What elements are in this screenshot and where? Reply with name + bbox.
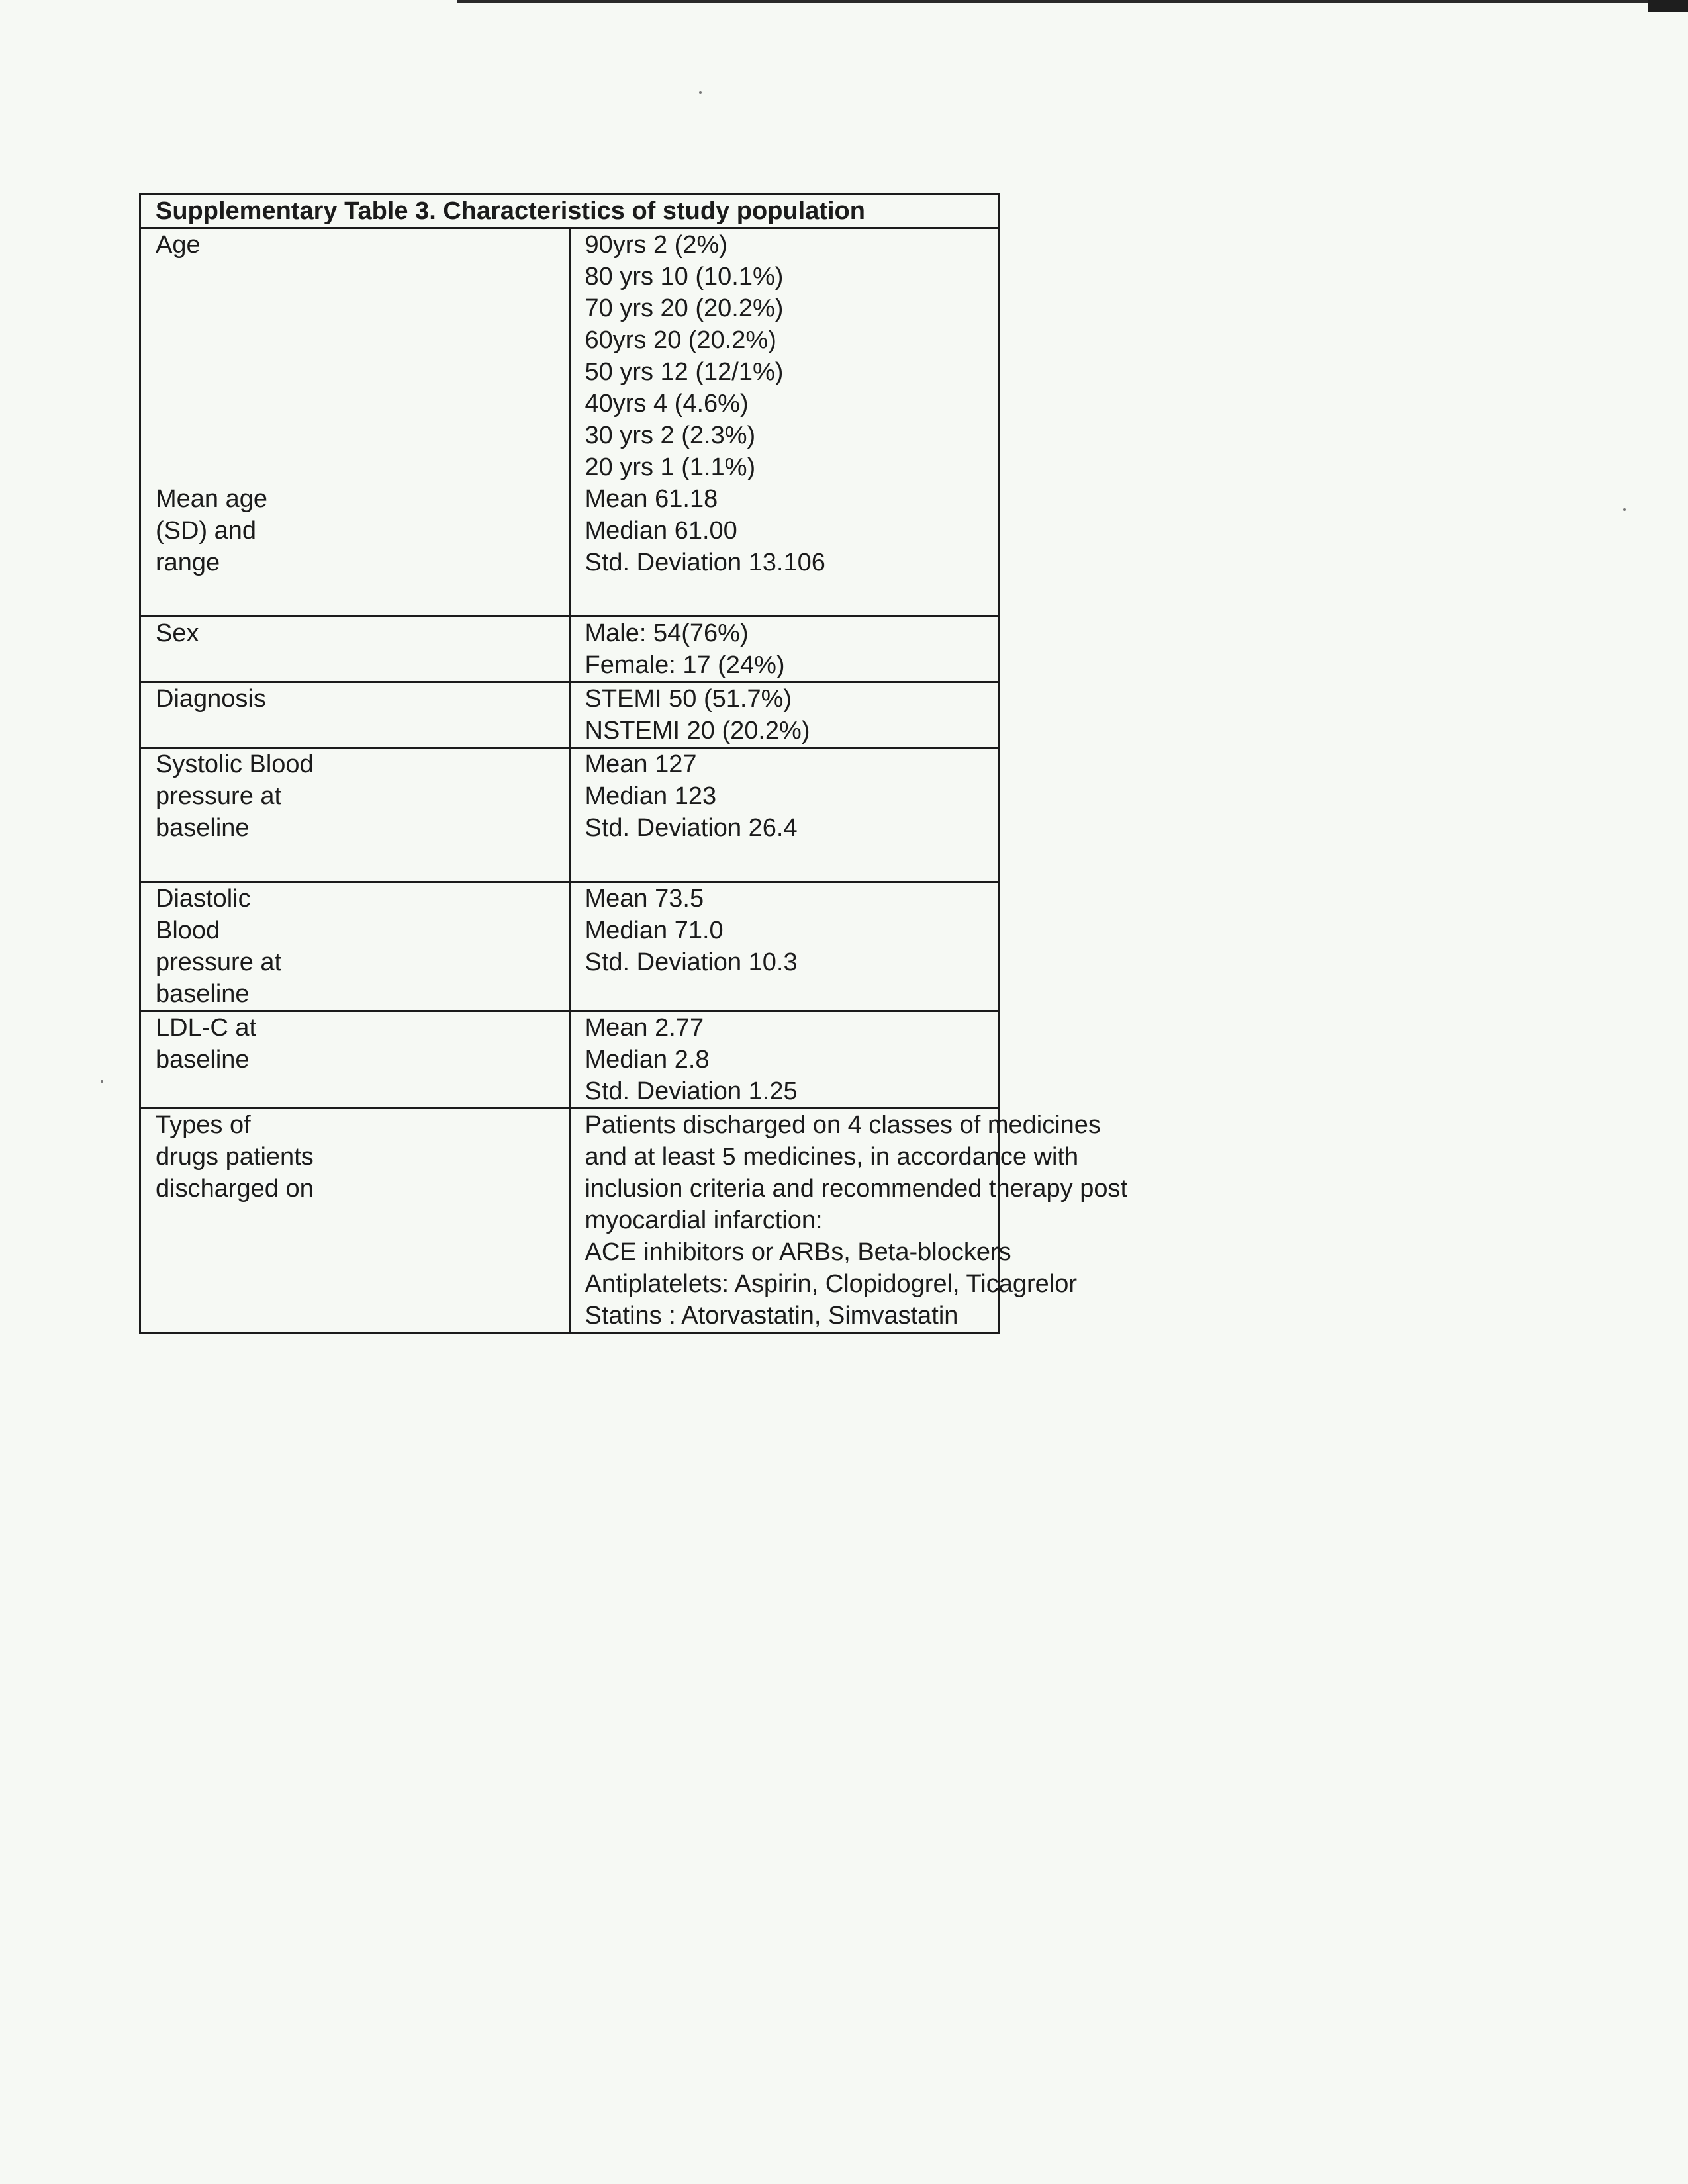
- value-line: Mean 73.5: [585, 885, 704, 913]
- row-value-systolic: [569, 748, 999, 882]
- characteristics-table: [139, 193, 1128, 1334]
- value-line: Std. Deviation 1.25: [585, 1077, 798, 1105]
- label-line: Systolic Blood: [156, 751, 314, 778]
- value-line: Mean 127: [585, 751, 697, 778]
- table-row: [140, 748, 999, 882]
- table-row: [140, 882, 999, 1011]
- value-line: inclusion criteria and recommended therapy post: [585, 1175, 1128, 1203]
- value-line: Patients discharged on 4 classes of medicines: [585, 1111, 1101, 1139]
- label-line: (SD) and: [156, 517, 257, 545]
- label-line: baseline: [156, 1046, 250, 1073]
- value-line: Statins : Atorvastatin, Simvastatin: [585, 1302, 959, 1330]
- scan-speck: [101, 1080, 103, 1083]
- row-label-age: [140, 228, 570, 617]
- row-value-diastolic: [569, 882, 999, 1011]
- label-line: pressure at: [156, 782, 282, 810]
- value-line: Median 2.8: [585, 1046, 710, 1073]
- row-label-systolic: [140, 748, 570, 882]
- label-line: baseline: [156, 980, 250, 1008]
- value-line: Std. Deviation 10.3: [585, 948, 798, 976]
- value-line: ACE inhibitors or ARBs, Beta-blockers: [585, 1238, 1011, 1266]
- row-label-diagnosis: [140, 682, 570, 748]
- value-line: Antiplatelets: Aspirin, Clopidogrel, Ticagrelor: [585, 1270, 1077, 1298]
- scan-speck: [699, 91, 702, 94]
- table-row: [140, 228, 999, 617]
- label-line: pressure at: [156, 948, 282, 976]
- row-value-diagnosis: [569, 682, 999, 748]
- row-value-age: [569, 228, 999, 617]
- label-line: Age: [156, 231, 201, 259]
- label-line: range: [156, 549, 220, 576]
- value-line: NSTEMI 20 (20.2%): [585, 717, 810, 745]
- label-line: Blood: [156, 917, 220, 944]
- scan-edge-top: [457, 0, 1688, 3]
- scan-speck: [1623, 508, 1626, 511]
- table-row: [140, 682, 999, 748]
- label-line: Mean age: [156, 485, 268, 513]
- value-line: 20 yrs 1 (1.1%): [585, 453, 756, 481]
- value-line: Median 71.0: [585, 917, 724, 944]
- value-line: Std. Deviation 26.4: [585, 814, 798, 842]
- row-value-drugs: [569, 1109, 1128, 1333]
- value-line: 90yrs 2 (2%): [585, 231, 727, 259]
- value-line: and at least 5 medicines, in accordance with: [585, 1143, 1079, 1171]
- value-line: 40yrs 4 (4.6%): [585, 390, 749, 418]
- row-label-sex: [140, 617, 570, 682]
- table-row: [140, 1011, 999, 1109]
- table-caption: Supplementary Table 3. Characteristics of study population: [140, 195, 999, 228]
- label-line: discharged on: [156, 1175, 314, 1203]
- label-line: Sex: [156, 619, 199, 647]
- value-line: 30 yrs 2 (2.3%): [585, 422, 756, 449]
- value-line: Median 123: [585, 782, 717, 810]
- value-line: Std. Deviation 13.106: [585, 549, 825, 576]
- table-row: [140, 1109, 999, 1333]
- label-line: baseline: [156, 814, 250, 842]
- label-line: drugs patients: [156, 1143, 314, 1171]
- value-line: Mean 2.77: [585, 1014, 704, 1042]
- row-label-drugs: [140, 1109, 570, 1333]
- value-line: 50 yrs 12 (12/1%): [585, 358, 784, 386]
- row-label-diastolic: [140, 882, 570, 1011]
- row-label-ldl: [140, 1011, 570, 1109]
- label-line: Diagnosis: [156, 685, 266, 713]
- value-line: 70 yrs 20 (20.2%): [585, 295, 784, 322]
- value-line: Female: 17 (24%): [585, 651, 785, 679]
- label-line: Diastolic: [156, 885, 251, 913]
- scan-edge-corner: [1648, 0, 1688, 12]
- row-value-ldl: [569, 1011, 999, 1109]
- value-line: Median 61.00: [585, 517, 737, 545]
- label-line: Types of: [156, 1111, 251, 1139]
- row-value-sex: [569, 617, 999, 682]
- value-line: Male: 54(76%): [585, 619, 749, 647]
- value-line: Mean 61.18: [585, 485, 718, 513]
- value-line: 80 yrs 10 (10.1%): [585, 263, 784, 291]
- table-row: [140, 617, 999, 682]
- value-line: STEMI 50 (51.7%): [585, 685, 792, 713]
- value-line: myocardial infarction:: [585, 1206, 823, 1234]
- value-line: 60yrs 20 (20.2%): [585, 326, 776, 354]
- label-line: LDL-C at: [156, 1014, 257, 1042]
